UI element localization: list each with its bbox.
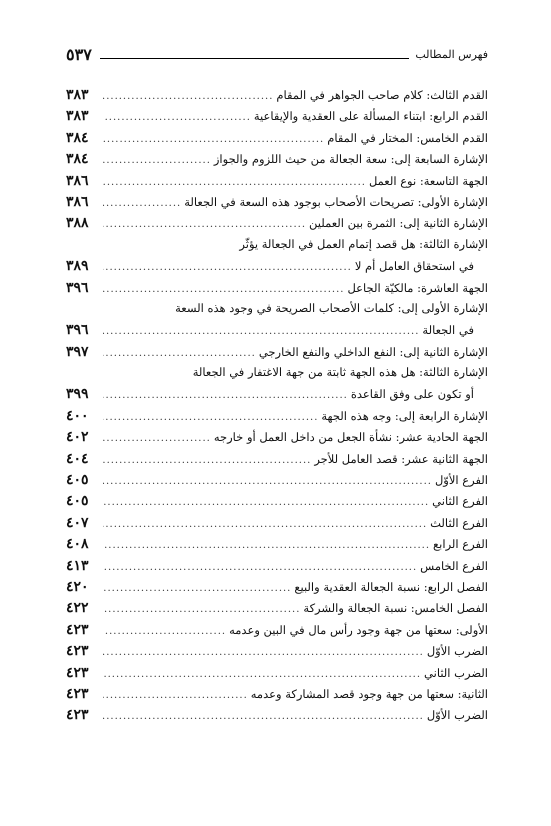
toc-entry [66, 707, 488, 728]
dot-leader [103, 91, 273, 102]
toc-entry-label: الضرب الثاني [424, 665, 488, 680]
toc-entry [66, 130, 488, 151]
toc-entry [66, 108, 488, 129]
toc-entry-page: ٤٠٢ [66, 429, 89, 446]
toc-entry-page: ٣٨٦ [66, 193, 89, 210]
dot-leader [103, 112, 251, 123]
dot-leader [103, 455, 311, 466]
toc-entry [66, 643, 488, 664]
toc-entry-page: ٤١٣ [66, 557, 89, 574]
toc-entry-label: الفصل الرابع: نسبة الجعالة العقدية والبيع [294, 579, 488, 594]
table-of-contents [66, 87, 488, 729]
toc-entry-page: ٣٩٦ [66, 279, 89, 296]
toc-entry-label: الضرب الأوّل [426, 644, 488, 659]
toc-entry-page: ٣٩٦ [66, 322, 89, 339]
toc-entry-page: ٣٨٤ [66, 151, 89, 168]
dot-leader [103, 669, 421, 680]
dot-leader [103, 284, 344, 295]
toc-entry-label: الفرع الأوّل [434, 473, 488, 488]
toc-entry-label: الفصل الخامس: نسبة الجعالة والشركة [303, 601, 488, 616]
toc-entry-label: الفرع الرابع [433, 537, 488, 552]
toc-entry-label: الإشارة الرابعة إلى: وجه هذه الجهة [321, 408, 488, 423]
toc-entry-page: ٤٢٣ [66, 621, 89, 638]
toc-entry-label: الإشارة الثانية إلى: النفع الداخلي والنفع الخارجي [258, 344, 488, 359]
toc-entry-page: ٣٨٣ [66, 108, 89, 125]
toc-entry-label: القدم الرابع: ابتناء المسألة على العقدية والإيقاعية [253, 109, 488, 124]
dot-leader [103, 390, 348, 401]
toc-entry-label: الفرع الثاني [432, 494, 488, 509]
toc-entry [66, 151, 488, 172]
toc-entry-page: ٣٩٩ [66, 386, 89, 403]
toc-entry [66, 536, 488, 557]
dot-leader [103, 497, 429, 508]
dot-leader [103, 626, 226, 637]
toc-entry-label: القدم الثالث: كلام صاحب الجواهر في المقام [276, 88, 488, 102]
dot-leader [103, 219, 306, 230]
toc-entry-label: أو تكون على وفق القاعدة [350, 387, 474, 402]
dot-leader [103, 519, 427, 530]
dot-leader [103, 155, 211, 166]
toc-entry-page: ٤٠٤ [66, 450, 89, 467]
toc-entry [66, 215, 488, 236]
toc-entry-page: ٤٢٣ [66, 643, 89, 660]
toc-entry-page: ٤٢٢ [66, 600, 89, 617]
toc-entry-label: الإشارة الثالثة: هل قصد إتمام العمل في الجعالة يؤثّر [239, 236, 488, 251]
toc-entry [66, 429, 488, 450]
toc-entry [66, 237, 488, 258]
header-title: فهرس المطالب [415, 47, 488, 61]
toc-entry-label: الثانية: سعتها من جهة وجود قصد المشاركة وعدمه [250, 686, 488, 701]
toc-entry-label: الإشارة الأولى: تصريحات الأصحاب بوجود هذه السعة في الجعالة [184, 194, 488, 209]
toc-entry [66, 686, 488, 707]
toc-entry [66, 622, 488, 643]
toc-entry-label: الإشارة الثالثة: هل هذه الجهة ثابتة من جهة الاغتفار في الجعالة [192, 365, 488, 380]
toc-entry-page: ٣٩٧ [66, 343, 89, 360]
toc-entry [66, 665, 488, 686]
toc-entry-label: الجهة العاشرة: مالكيّة الجاعل [347, 280, 488, 295]
toc-entry-label: القدم الخامس: المختار في المقام [327, 130, 488, 145]
toc-entry [66, 322, 488, 343]
dot-leader [103, 540, 430, 551]
toc-entry-page: ٤٢٣ [66, 664, 89, 681]
toc-entry-page: ٤٠٧ [66, 514, 89, 531]
page-number: ٥٣٧ [66, 44, 92, 64]
toc-entry-page: ٣٨٤ [66, 129, 89, 146]
toc-entry [66, 515, 488, 536]
toc-entry-page: ٤٢٠ [66, 578, 89, 595]
toc-entry [66, 558, 488, 579]
toc-entry-label: الفرع الثالث [430, 515, 488, 530]
toc-entry-label: الإشارة الأولى إلى: كلمات الأصحاب الصريحة في وجود هذه السعة [175, 300, 488, 315]
toc-entry-label: الإشارة الثانية إلى: الثمرة بين العملين [309, 216, 488, 231]
toc-entry [66, 280, 488, 301]
dot-leader [103, 433, 211, 444]
toc-entry [66, 365, 488, 386]
toc-entry [66, 386, 488, 407]
toc-entry-page: ٣٨٩ [66, 258, 89, 275]
toc-entry-page: ٣٨٣ [66, 87, 89, 103]
toc-entry-page: ٤٠٨ [66, 536, 89, 553]
toc-entry [66, 301, 488, 322]
toc-entry [66, 472, 488, 493]
toc-entry [66, 344, 488, 365]
toc-entry-label: في الجعالة [422, 323, 474, 338]
toc-entry-page: ٤٠٠ [66, 407, 89, 424]
dot-leader [103, 198, 181, 209]
toc-entry [66, 451, 488, 472]
toc-entry-page: ٣٨٦ [66, 172, 89, 189]
dot-leader [103, 711, 424, 722]
toc-entry [66, 194, 488, 215]
dot-leader [103, 690, 248, 701]
toc-entry-label: الفرع الخامس [420, 558, 488, 573]
dot-leader [103, 583, 291, 594]
toc-entry-page: ٤٠٥ [66, 472, 89, 489]
toc-entry [66, 87, 488, 108]
running-header [66, 42, 488, 66]
toc-entry [66, 173, 488, 194]
dot-leader [103, 348, 256, 359]
toc-entry-label: الأولى: سعتها من جهة وجود رأس مال في البين وعدمه [229, 622, 488, 637]
dot-leader [103, 177, 366, 188]
toc-entry [66, 600, 488, 621]
toc-entry [66, 493, 488, 514]
dot-leader [103, 412, 318, 423]
toc-entry-label: الجهة الثانية عشر: قصد العامل للأجر [314, 451, 488, 466]
toc-entry-label: الإشارة السابعة إلى: سعة الجعالة من حيث اللزوم والجواز [213, 152, 488, 167]
toc-entry [66, 579, 488, 600]
header-rule [100, 58, 410, 59]
dot-leader [103, 476, 432, 487]
dot-leader [103, 604, 300, 615]
toc-entry-page: ٤٢٣ [66, 685, 89, 702]
dot-leader [103, 134, 324, 145]
toc-entry-page: ٤٢٣ [66, 707, 89, 724]
dot-leader [103, 262, 352, 273]
toc-entry-page: ٣٨٨ [66, 215, 89, 232]
toc-entry-label: الضرب الأوّل [426, 708, 488, 723]
dot-leader [103, 326, 419, 337]
toc-entry-label: الجهة الحادية عشر: نشأة الجعل من داخل العمل أو خارجه [213, 430, 488, 445]
toc-entry-label: في استحقاق العامل أم لا [354, 259, 474, 274]
dot-leader [103, 562, 417, 573]
toc-entry-page: ٤٠٥ [66, 493, 89, 510]
toc-entry [66, 408, 488, 429]
toc-entry-label: الجهة التاسعة: نوع العمل [368, 173, 488, 188]
toc-entry [66, 258, 488, 279]
dot-leader [103, 647, 424, 658]
